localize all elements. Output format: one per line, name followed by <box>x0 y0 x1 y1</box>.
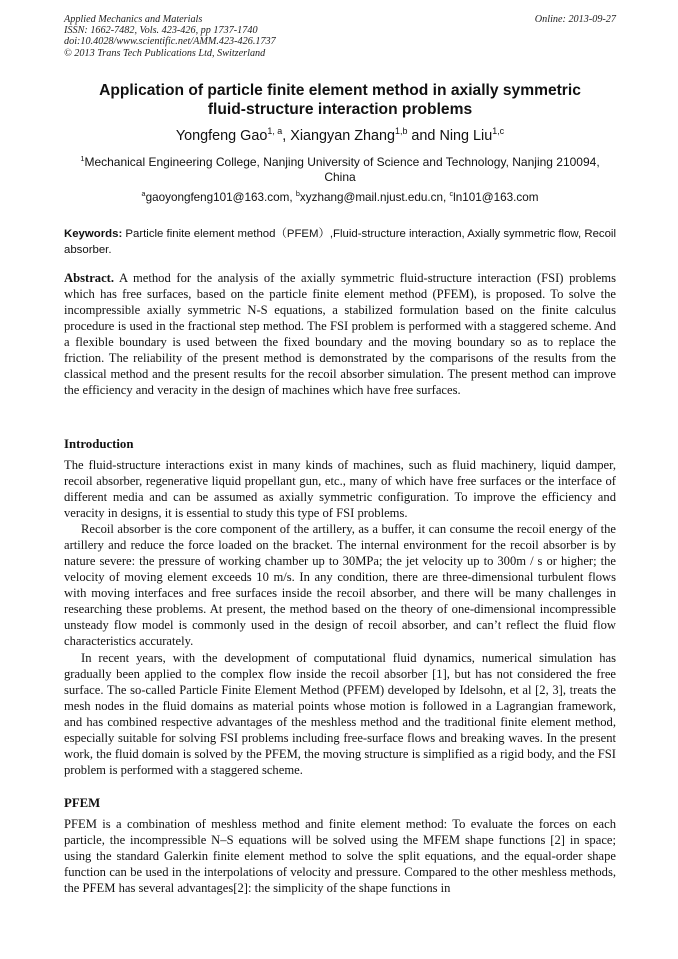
affiliation-text: Mechanical Engineering College, Nanjing University of Science and Technology, Nanjing 210094, China <box>84 155 600 184</box>
author-list <box>64 127 616 145</box>
journal-issn: ISSN: 1662-7482, Vols. 423-426, pp 1737-1740 <box>64 25 258 37</box>
paper-title <box>64 82 616 119</box>
pfem-paragraph-1: PFEM is a combination of meshless method and finite element method: To evaluate the forces on each particle, the incompressible N–S equations will be solved using the MFEM shape functions [2] in space; using the standard Galerkin finite element method to solve the split equations, and the equal-order shape function can be used in the interpolations of velocity and pressure. Compared to the other meshless methods, the PFEM has several advantages[2]: the simplicity of the shape functions in <box>64 817 616 895</box>
section-heading-introduction: Introduction <box>64 437 134 451</box>
keywords <box>64 227 616 258</box>
intro-paragraph-3: In recent years, with the development of computational fluid dynamics, numerical simulation has gradually been applied to the complex flow inside the recoil absorber [1], but has not considered the free surface. The so-called Particle Finite Element Method (PFEM) developed by Idelsohn, et al [2, 3], treats the mesh nodes in the fluid domains as material points whose motion is followed in a Lagrangian framework, and has combined respective advantages of the meshless method and the traditional finite element method, especially suitable for solving FSI problems including free-surface flows and breaking waves. In the present work, the fluid domain is solved by the PFEM, the moving structure is simplified as a rigid body, and the FSI problem is performed with a staggered scheme. <box>64 651 616 777</box>
journal-name: Applied Mechanics and Materials <box>64 14 203 25</box>
journal-header <box>64 14 616 59</box>
email-sup: a <box>141 189 146 199</box>
abstract <box>64 270 616 398</box>
journal-copyright: © 2013 Trans Tech Publications Ltd, Switzerland <box>64 47 266 59</box>
intro-paragraph-1: The fluid-structure interactions exist in many kinds of machines, such as fluid machinery, liquid damper, recoil absorber, regenerative liquid propellant gun, etc., many of which have free surfaces or the interface of different media and can be assumed as axially symmetric configuration. To improve the efficiency and veracity in designs, it is essential to study this type of FSI problems. <box>64 458 616 520</box>
affiliation-sup: 1 <box>80 154 85 163</box>
section-heading-pfem: PFEM <box>64 796 101 810</box>
keywords-text: Particle finite element method（PFEM）,Fluid-structure interaction, Axially symmetric flow, Recoil absorber. <box>64 228 616 256</box>
abstract-label: Abstract. <box>64 271 115 285</box>
author-sup: 1,b <box>395 126 408 137</box>
title-line-2: fluid-structure interaction problems <box>207 100 473 118</box>
author-sup: 1, a <box>267 126 283 137</box>
author-name: Yongfeng Gao <box>175 128 268 144</box>
journal-doi: doi:10.4028/www.scientific.net/AMM.423-426.1737 <box>64 36 276 48</box>
title-line-1: Application of particle finite element method in axially symmetric <box>99 82 581 99</box>
email-address[interactable]: gaoyongfeng101@163.com, <box>145 191 296 204</box>
affiliation <box>64 155 616 185</box>
email-sup: c <box>449 189 454 199</box>
author-name: Xiangyan Zhang <box>290 128 396 144</box>
author-sup: 1,c <box>492 126 505 137</box>
email-address[interactable]: xyzhang@mail.njust.edu.cn, <box>299 191 450 204</box>
abstract-text: A method for the analysis of the axially symmetric fluid-structure interaction (FSI) problems which has free surfaces, based on the particle finite element method (PFEM), is proposed. To solve the incompressible axially symmetric N-S equations, a stabilized formulation based on the finite calculus procedure is used in the fractional step method. The FSI problem is performed with a staggered scheme. And a flexible boundary is used between the fixed boundary and the moving boundary so as to replace the friction. The reliability of the present method is demonstrated by the comparisons of the results from the classical method and the present results for the recoil absorber simulation. The present method can improve the efficiency and veracity in the design of machines which have free surfaces. <box>64 271 616 397</box>
email-list <box>64 190 616 205</box>
author-separator: and <box>407 128 440 144</box>
author-name: Ning Liu <box>439 128 493 144</box>
author-separator: , <box>282 128 291 144</box>
email-address[interactable]: ln101@163.com <box>453 191 539 204</box>
online-date: Online: 2013-09-27 <box>534 14 616 25</box>
intro-paragraph-2: Recoil absorber is the core component of the artillery, as a buffer, it can consume the recoil energy of the artillery and reduce the force loaded on the bracket. The internal environment for the recoil absorber is by nature severe: the pressure of working chamber up to 30MPa; the jet velocity up to 300m / s or higher; the velocity of moving element exceeds 10 m/s. In any condition, there are three-dimensional turbulent flows with moving interfaces and free surfaces inside the recoil absorber, and there will be many challenges in researching these problems. At present, the method based on the theory of one-dimensional incompressible unsteady flow model is commonly used in the design of recoil absorber, and can’t reflect the fluid flow characteristics accurately. <box>64 522 616 648</box>
email-sup: b <box>295 189 300 199</box>
keywords-label: Keywords: <box>64 228 123 240</box>
